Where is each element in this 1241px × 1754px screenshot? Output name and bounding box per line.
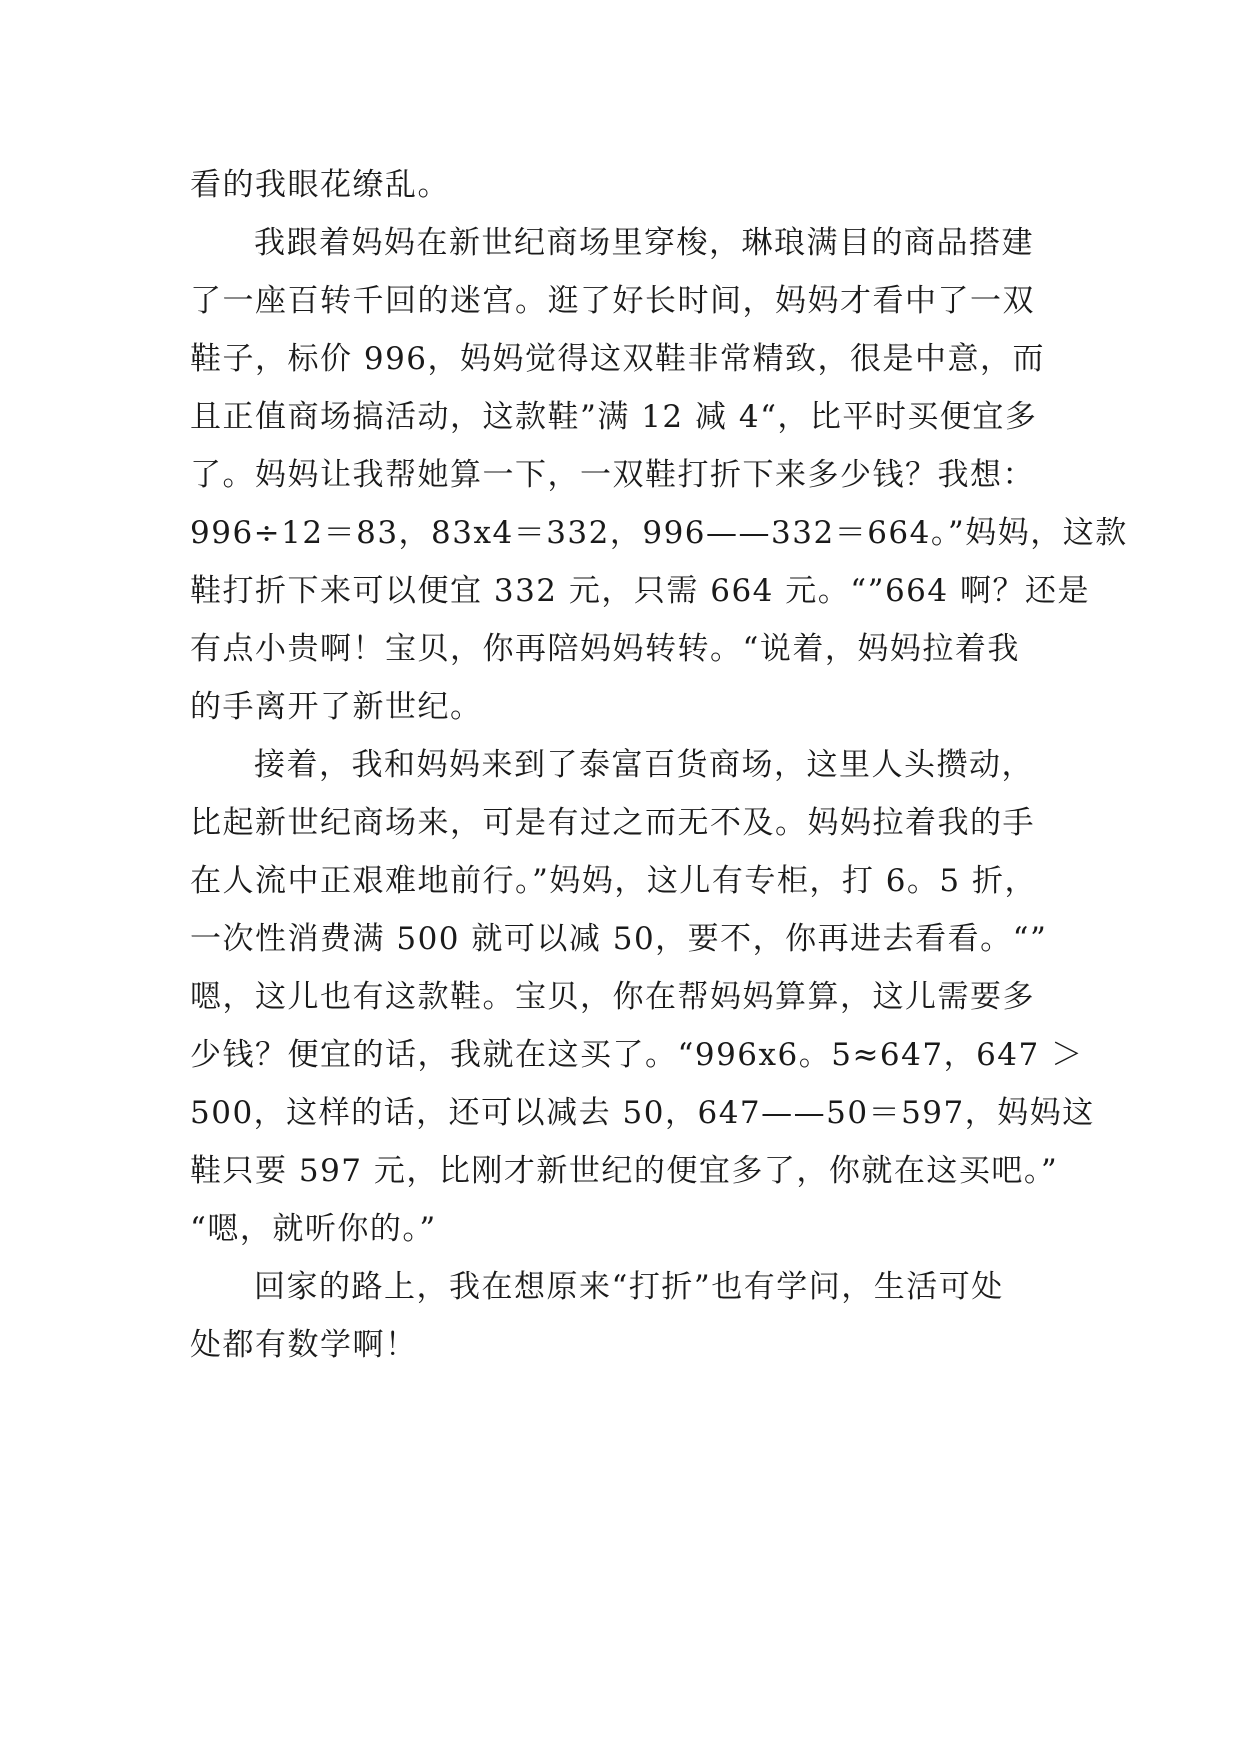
text-line: 比起新世纪商场来，可是有过之而无不及。妈妈拉着我的手: [190, 805, 1035, 841]
paragraph-start-line: 接着，我和妈妈来到了泰富百货商场，这里人头攒动，: [254, 747, 1034, 783]
text-line: 有点小贵啊！宝贝，你再陪妈妈转转。“说着，妈妈拉着我: [190, 631, 1020, 667]
text-line: 看的我眼花缭乱。: [190, 167, 450, 203]
text-line: 少钱？便宜的话，我就在这买了。“996x6。5≈647，647 ＞: [190, 1037, 1084, 1073]
paragraph-start-line: 回家的路上，我在想原来“打折”也有学问，生活可处: [254, 1269, 1004, 1305]
text-line: “嗯，就听你的。”: [190, 1211, 437, 1247]
text-line: 996÷12＝83，83x4＝332，996——332＝664。”妈妈，这款: [190, 515, 1128, 551]
text-line: 鞋只要 597 元，比刚才新世纪的便宜多了，你就在这买吧。”: [190, 1153, 1059, 1189]
text-line: 鞋打折下来可以便宜 332 元，只需 664 元。“”664 啊？还是: [190, 573, 1090, 609]
text-line: 了。妈妈让我帮她算一下，一双鞋打折下来多少钱？我想：: [190, 457, 1035, 493]
text-line: 了一座百转千回的迷宫。逛了好长时间，妈妈才看中了一双: [190, 283, 1035, 319]
article-body: [190, 156, 1128, 1374]
text-line: 处都有数学啊！: [190, 1327, 418, 1363]
text-line: 的手离开了新世纪。: [190, 689, 483, 725]
text-line: 在人流中正艰难地前行。”妈妈，这儿有专柜，打 6。5 折，: [190, 863, 1037, 899]
text-line: 鞋子，标价 996，妈妈觉得这双鞋非常精致，很是中意，而: [190, 341, 1046, 377]
text-line: 500，这样的话，还可以减去 50，647——50＝597，妈妈这: [190, 1095, 1095, 1131]
text-line: 一次性消费满 500 就可以减 50，要不，你再进去看看。“”: [190, 921, 1048, 957]
text-line: 且正值商场搞活动，这款鞋”满 12 减 4“，比平时买便宜多: [190, 399, 1038, 435]
text-line: 嗯，这儿也有这款鞋。宝贝，你在帮妈妈算算，这儿需要多: [190, 979, 1035, 1015]
paragraph-start-line: 我跟着妈妈在新世纪商场里穿梭，琳琅满目的商品搭建: [254, 225, 1034, 261]
